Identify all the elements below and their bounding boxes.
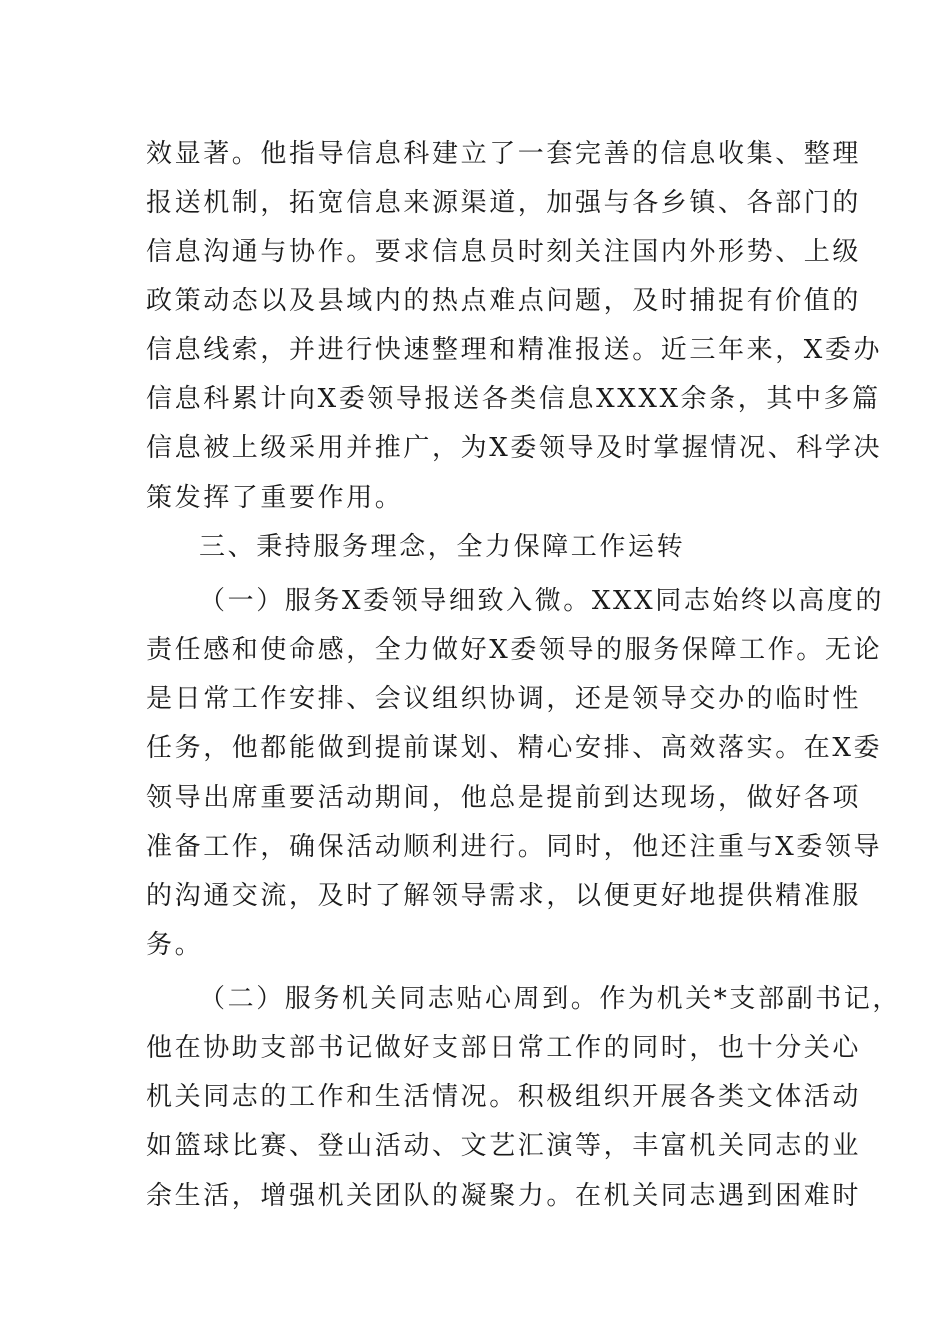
text-line: 领导出席重要活动期间，他总是提前到达现场，做好各项 [146,783,862,813]
text-line: 务。 [146,930,204,960]
text-line: 报送机制，拓宽信息来源渠道，加强与各乡镇、各部门的 [146,188,862,218]
text-line: 是日常工作安排、会议组织协调，还是领导交办的临时性 [146,684,862,714]
text-line: 信息科累计向X委领导报送各类信息XXXX余条，其中多篇 [146,384,881,414]
section-heading: 三、秉持服务理念，全力保障工作运转 [199,532,686,562]
paragraph-start-line: （二）服务机关同志贴心周到。作为机关*支部副书记， [199,984,902,1014]
text-line: 任务，他都能做到提前谋划、精心安排、高效落实。在X委 [146,733,883,763]
text-line: 策发挥了重要作用。 [146,483,404,513]
text-line: 准备工作，确保活动顺利进行。同时，他还注重与X委领导 [146,832,883,862]
paragraph-start-line: （一）服务X委领导细致入微。XXX同志始终以高度的 [199,586,885,616]
text-line: 他在协助支部书记做好支部日常工作的同时，也十分关心 [146,1033,862,1063]
text-line: 信息被上级采用并推广，为X委领导及时掌握情况、科学决 [146,433,883,463]
text-line: 机关同志的工作和生活情况。积极组织开展各类文体活动 [146,1082,862,1112]
text-line: 余生活，增强机关团队的凝聚力。在机关同志遇到困难时 [146,1181,862,1211]
text-line: 政策动态以及县域内的热点难点问题，及时捕捉有价值的 [146,286,862,316]
text-line: 如篮球比赛、登山活动、文艺汇演等，丰富机关同志的业 [146,1131,862,1161]
text-line: 的沟通交流，及时了解领导需求，以便更好地提供精准服 [146,881,862,911]
text-line: 信息线索，并进行快速整理和精准报送。近三年来，X委办 [146,335,883,365]
text-line: 责任感和使命感，全力做好X委领导的服务保障工作。无论 [146,635,883,665]
text-line: 效显著。他指导信息科建立了一套完善的信息收集、整理 [146,139,862,169]
text-line: 信息沟通与协作。要求信息员时刻关注国内外形势、上级 [146,237,862,267]
